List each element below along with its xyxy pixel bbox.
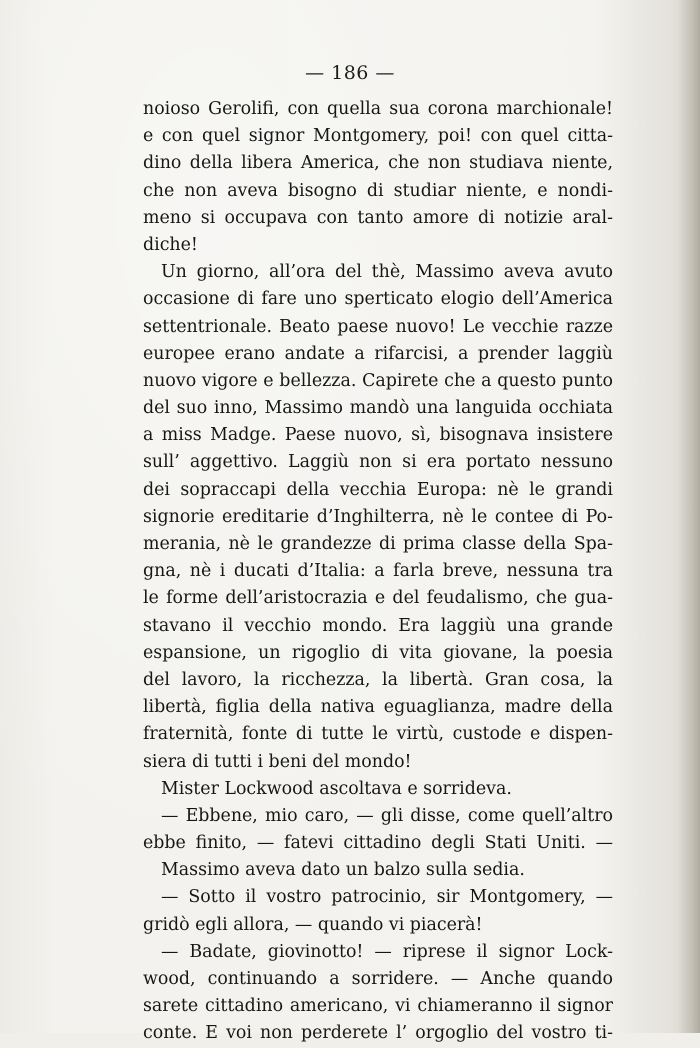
text-line: libertà, figlia della nativa eguaglianza, madre della bbox=[143, 697, 613, 718]
body-text bbox=[143, 96, 613, 1048]
text-line: noioso Gerolifi, con quella sua corona marchionale! bbox=[143, 99, 613, 119]
text-line: gna, nè i ducati d’Italia: a farla breve, nessuna tra bbox=[143, 561, 613, 582]
text-line: meno si occupava con tanto amore di notizie aral- bbox=[143, 207, 613, 228]
text-line: gridò egli allora, — quando vi piacerà! bbox=[143, 914, 483, 935]
text-line: stavano il vecchio mondo. Era laggiù una grande bbox=[143, 615, 613, 636]
text-line: wood, continuando a sorridere. — Anche quando bbox=[143, 969, 613, 989]
text-line: Mister Lockwood ascoltava e sorrideva. bbox=[161, 778, 512, 799]
text-line: — Ebbene, mio caro, — gli disse, come quell’altro bbox=[161, 805, 613, 826]
text-line: Un giorno, all’ora del thè, Massimo aveva avuto bbox=[161, 262, 613, 283]
text-line: diche! bbox=[143, 234, 198, 255]
text-line: europee erano andate a rifarcisi, a prender laggiù bbox=[143, 343, 613, 364]
text-line: del lavoro, la ricchezza, la libertà. Gran cosa, la bbox=[143, 669, 613, 690]
text-line: che non aveva bisogno di studiar niente, e nondi- bbox=[143, 180, 613, 201]
text-line: settentrionale. Beato paese nuovo! Le vecchie razze bbox=[143, 316, 613, 337]
text-line: — Sotto il vostro patrocinio, sir Montgomery, — bbox=[161, 887, 613, 908]
text-line: a miss Madge. Paese nuovo, sì, bisognava insistere bbox=[143, 425, 613, 446]
page-gutter-shadow bbox=[678, 0, 700, 1033]
text-line: occasione di fare uno sperticato elogio dell’America bbox=[143, 289, 613, 310]
text-line: Massimo aveva dato un balzo sulla sedia. bbox=[161, 860, 525, 881]
text-line: del suo inno, Massimo mandò una languida occhiata bbox=[143, 398, 613, 419]
text-line: dino della libera America, che non studiava niente, bbox=[143, 153, 613, 174]
page-number: — 186 — bbox=[305, 62, 395, 84]
text-line: sarete cittadino americano, vi chiameranno il signor bbox=[143, 996, 613, 1017]
text-line: — Badate, giovinotto! — riprese il signor Lock- bbox=[161, 941, 613, 962]
text-line: merania, nè le grandezze di prima classe della Spa- bbox=[143, 534, 613, 554]
text-line: siera di tutti i beni del mondo! bbox=[143, 751, 412, 772]
text-line: signorie ereditarie d’Inghilterra, nè le contee di Po- bbox=[143, 506, 613, 527]
text-line: dei sopraccapi della vecchia Europa: nè le grandi bbox=[143, 479, 613, 500]
text-line: nuovo vigore e bellezza. Capirete che a questo punto bbox=[143, 370, 613, 391]
text-line: sull’ aggettivo. Laggiù non si era portato nessuno bbox=[143, 452, 613, 473]
text-line: conte. E voi non perderete l’ orgoglio del vostro ti- bbox=[143, 1023, 613, 1044]
text-line: fraternità, fonte di tutte le virtù, custode e dispen- bbox=[143, 724, 613, 745]
text-line: ebbe finito, — fatevi cittadino degli Stati Uniti. — bbox=[143, 833, 613, 854]
text-line: le forme dell’aristocrazia e del feudalismo, che gua- bbox=[143, 588, 613, 609]
text-line: espansione, un rigoglio di vita giovane, la poesia bbox=[143, 642, 613, 663]
text-line: e con quel signor Montgomery, poi! con quel citta- bbox=[143, 126, 613, 147]
